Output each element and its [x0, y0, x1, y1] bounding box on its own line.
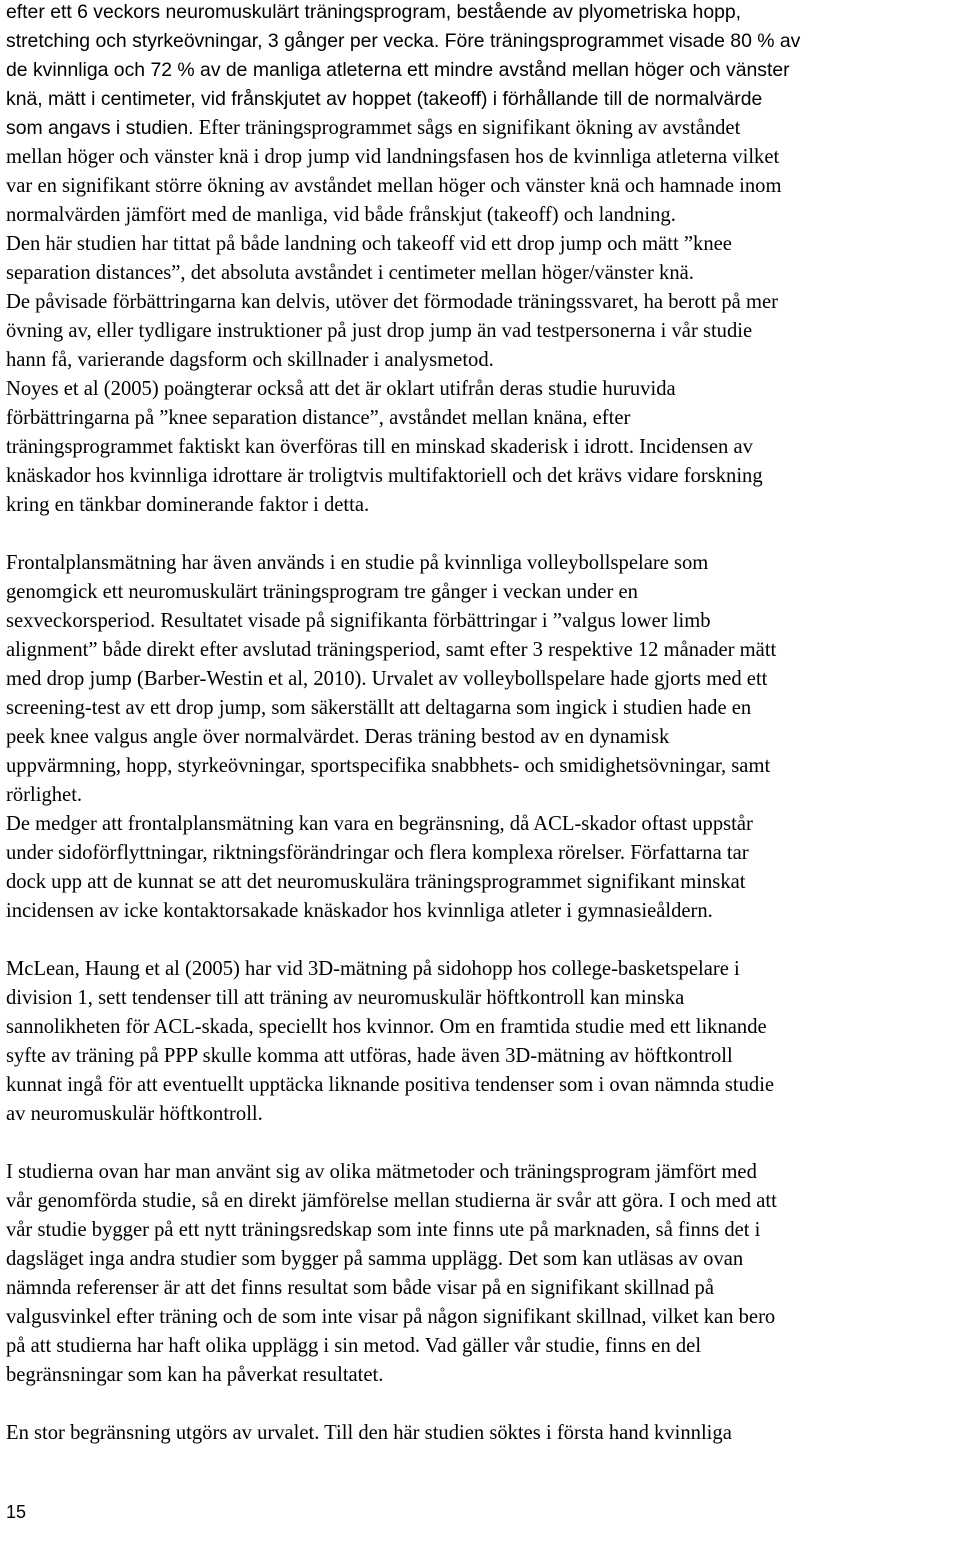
paragraph-7: [6, 955, 954, 1129]
text-line: träningsprogrammet faktiskt kan överföras till en minskad skaderisk i idrott. Incidensen av: [6, 436, 753, 458]
text-line: vår genomförda studie, så en direkt jämförelse mellan studierna är svår att göra. I och med att: [6, 1190, 777, 1212]
text-line: dagsläget inga andra studier som bygger på samma upplägg. Det som kan utläsas av ovan: [6, 1248, 744, 1270]
paragraph-4: [6, 375, 954, 520]
text-segment-sans: som angavs i studien.: [6, 117, 194, 139]
text-line: efter ett 6 veckors neuromuskulärt träningsprogram, bestående av plyometriska hopp,: [6, 1, 742, 23]
text-line: nämnda referenser är att det finns resultat som både visar på en signifikant skillnad på: [6, 1277, 714, 1299]
paragraph-spacer: [6, 926, 954, 955]
text-line: sannolikheten för ACL-skada, speciellt hos kvinnor. Om en framtida studie med ett liknande: [6, 1016, 767, 1038]
paragraph-2: [6, 230, 954, 288]
paragraph-spacer: [6, 520, 954, 549]
paragraph-9: [6, 1419, 954, 1448]
text-line: Frontalplansmätning har även används i en studie på kvinnliga volleybollspelare som: [6, 552, 709, 574]
text-line: stretching och styrkeövningar, 3 gånger per vecka. Före träningsprogrammet visade 80 % av: [6, 30, 801, 52]
text-line: under sidoförflyttningar, riktningsförändringar och flera komplexa rörelser. Författarna tar: [6, 842, 749, 864]
paragraph-6: [6, 810, 954, 926]
paragraph-5: [6, 549, 954, 810]
text-line: sexveckorsperiod. Resultatet visade på signifikanta förbättringar i ”valgus lower limb: [6, 610, 711, 632]
text-line: McLean, Haung et al (2005) har vid 3D-mätning på sidohopp hos college-basketspelare i: [6, 958, 740, 980]
text-line: Den här studien har tittat på både landning och takeoff vid ett drop jump och mätt ”knee: [6, 233, 732, 255]
paragraph-1: [6, 0, 954, 230]
text-line: begränsningar som kan ha påverkat resultatet.: [6, 1364, 384, 1386]
text-line: incidensen av icke kontaktorsakade knäskador hos kvinnliga atleter i gymnasieåldern.: [6, 900, 713, 922]
text-line: dock upp att de kunnat se att det neuromuskulära träningsprogrammet signifikant minskat: [6, 871, 746, 893]
paragraph-8: [6, 1158, 954, 1390]
text-line: knä, mätt i centimeter, vid frånskjutet av hoppet (takeoff) i förhållande till de normalvärde: [6, 88, 763, 110]
text-line: De medger att frontalplansmätning kan vara en begränsning, då ACL-skador oftast uppstår: [6, 813, 753, 835]
text-line: på att studierna har haft olika upplägg i sin metod. Vad gäller vår studie, finns en del: [6, 1335, 702, 1357]
text-line: förbättringarna på ”knee separation distance”, avståndet mellan knäna, efter: [6, 407, 631, 429]
paragraph-spacer: [6, 1129, 954, 1158]
text-line-mixed: [6, 114, 954, 143]
text-line: hann få, varierande dagsform och skillnader i analysmetod.: [6, 349, 494, 371]
paragraph-3: [6, 288, 954, 375]
text-line: alignment” både direkt efter avslutad träningsperiod, samt efter 3 respektive 12 månader mätt: [6, 639, 777, 661]
text-line: knäskador hos kvinnliga idrottare är troligtvis multifaktoriell och det krävs vidare forskning: [6, 465, 763, 487]
text-line: syfte av träning på PPP skulle komma att utföras, hade även 3D-mätning av höftkontroll: [6, 1045, 733, 1067]
text-line: övning av, eller tydligare instruktioner på just drop jump än vad testpersonerna i vår studie: [6, 320, 753, 342]
text-line: med drop jump (Barber-Westin et al, 2010). Urvalet av volleybollspelare hade gjorts med ett: [6, 668, 768, 690]
text-line: var en signifikant större ökning av avståndet mellan höger och vänster knä och hamnade inom: [6, 175, 782, 197]
text-line: normalvärden jämfört med de manliga, vid både frånskjut (takeoff) och landning.: [6, 204, 676, 226]
text-line: rörlighet.: [6, 784, 83, 806]
text-line: division 1, sett tendenser till att träning av neuromuskulär höftkontroll kan minska: [6, 987, 685, 1009]
text-line: I studierna ovan har man använt sig av olika mätmetoder och träningsprogram jämfört med: [6, 1161, 757, 1183]
text-segment-serif: Efter träningsprogrammet sågs en signifikant ökning av avståndet: [193, 117, 741, 139]
text-line: separation distances”, det absoluta avståndet i centimeter mellan höger/vänster knä.: [6, 262, 694, 284]
text-line: uppvärmning, hopp, styrkeövningar, sportspecifika snabbhets- och smidighetsövningar, samt: [6, 755, 771, 777]
text-line: av neuromuskulär höftkontroll.: [6, 1103, 263, 1125]
page-number: 15: [6, 1502, 27, 1522]
text-line: kring en tänkbar dominerande faktor i detta.: [6, 494, 370, 516]
text-line: screening-test av ett drop jump, som säkerställt att deltagarna som ingick i studien hade en: [6, 697, 752, 719]
text-line: En stor begränsning utgörs av urvalet. Till den här studien söktes i första hand kvinnliga: [6, 1422, 732, 1444]
text-line: De påvisade förbättringarna kan delvis, utöver det förmodade träningssvaret, ha berott på mer: [6, 291, 778, 313]
text-line: de kvinnliga och 72 % av de manliga atleterna ett mindre avstånd mellan höger och vänster: [6, 59, 790, 81]
text-line: mellan höger och vänster knä i drop jump vid landningsfasen hos de kvinnliga atleterna vilket: [6, 146, 780, 168]
text-line: genomgick ett neuromuskulärt träningsprogram tre gånger i veckan under en: [6, 581, 638, 603]
text-line: kunnat ingå för att eventuellt upptäcka liknande positiva tendenser som i ovan nämnda studie: [6, 1074, 775, 1096]
text-line: valgusvinkel efter träning och de som inte visar på någon signifikant skillnad, vilket kan bero: [6, 1306, 776, 1328]
paragraph-spacer: [6, 1390, 954, 1419]
text-line: peek knee valgus angle över normalvärdet. Deras träning bestod av en dynamisk: [6, 726, 670, 748]
text-line: Noyes et al (2005) poängterar också att det är oklart utifrån deras studie huruvida: [6, 378, 676, 400]
text-line: vår studie bygger på ett nytt träningsredskap som inte finns ute på marknaden, så finns det i: [6, 1219, 761, 1241]
